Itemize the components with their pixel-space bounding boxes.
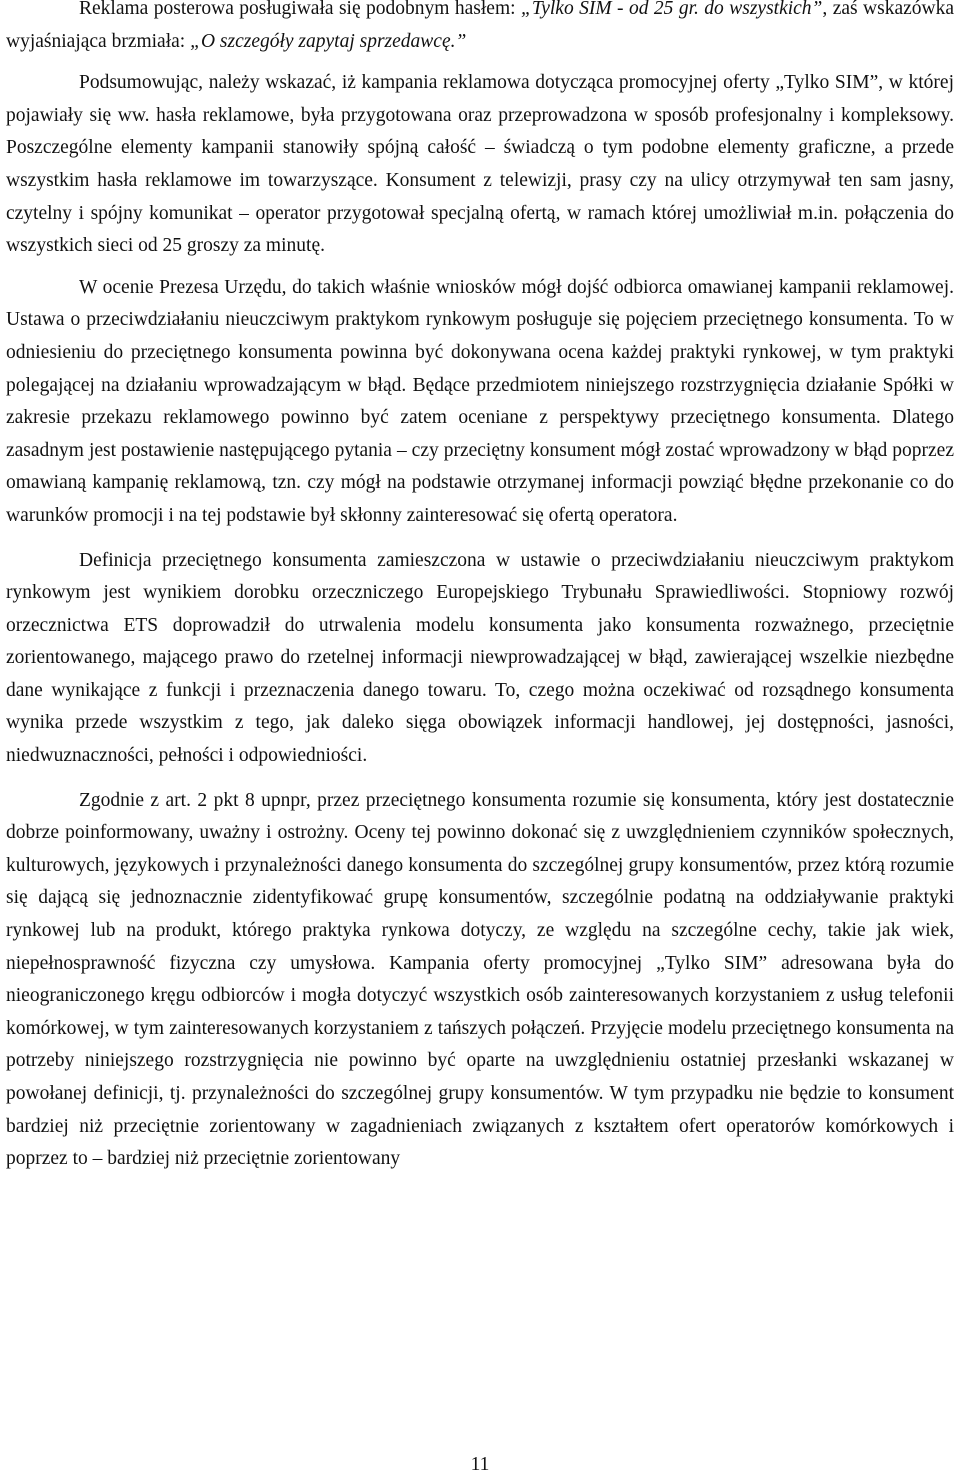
paragraph-3-text: W ocenie Prezesa Urzędu, do takich właśnie wniosków mógł dojść odbiorca omawianej kampanii reklamowej. Ustawa o przeciwdziałaniu nieuczciwym praktykom rynkowym posługuje się pojęciem przeciętnego konsumenta. To w odniesieniu do przeciętnego konsumenta powinna być dokonywana ocena każdej praktyki rynkowej, w tym praktyki polegającej na działaniu wprowadzającym w błąd. Będące przedmiotem niniejszego rozstrzygnięcia działanie Spółki w zakresie przekazu reklamowego powinno być zatem oceniane z perspektywy przeciętnego konsumenta. Dlatego zasadnym jest postawienie następującego pytania – czy przeciętny konsument mógł zostać wprowadzony w błąd poprzez omawianą kampanię reklamową, tzn. czy mógł na podstawie otrzymanej informacji powziąć błędne przekonanie co do warunków promocji i na tej podstawie był skłonny zainteresować się ofertą operatora. <box>6 276 954 526</box>
slogan-hint: „O szczegóły zapytaj sprzedawcę.” <box>190 30 467 52</box>
paragraph-art-2 <box>6 785 954 1176</box>
slogan-poster: „Tylko SIM - od 25 gr. do wszystkich” <box>520 0 823 19</box>
paragraph-2-text: Podsumowując, należy wskazać, iż kampania reklamowa dotycząca promocyjnej oferty „Tylko SIM”, w której pojawiały się ww. hasła reklamowe, była przygotowana oraz przeprowadzona w sposób profesjonalny i kompleksowy. Poszczególne elementy kampanii stanowiły spójną całość – świadczą o tym podobne elementy graficzne, a przede wszystkim hasła reklamowe im towarzyszące. Konsument z telewizji, prasy czy na ulicy otrzymywał ten sam jasny, czytelny i spójny komunikat – operator przygotował specjalną ofertą, w ramach której umożliwiał m.in. połączenia do wszystkich sieci od 25 groszy za minutę. <box>6 72 954 257</box>
paragraph-definition <box>6 545 954 773</box>
paragraph-5-text: Zgodnie z art. 2 pkt 8 upnpr, przez przeciętnego konsumenta rozumie się konsumenta, który jest dostatecznie dobrze poinformowany, uważny i ostrożny. Oceny tej powinno dokonać się z uwzględnieniem czynników społecznych, kulturowych, językowych i przynależności danego konsumenta do szczególnej grupy konsumentów, przez którą rozumie się dającą się jednoznacznie zidentyfikować grupę konsumentów, szczególnie podatną na oddziaływanie praktyki rynkowej lub na produkt, którego praktyka rynkowa dotyczy, ze względu na szczególne cechy, takie jak wiek, niepełnosprawność fizyczna czy umysłowa. Kampania oferty promocyjnej „Tylko SIM” adresowana była do nieograniczonego kręgu odbiorców i mogła dotyczyć wszystkich osób zainteresowanych korzystaniem z usług telefonii komórkowej, w tym zainteresowanych korzystaniem z tańszych połączeń. Przyjęcie modelu przeciętnego konsumenta na potrzeby niniejszego rozstrzygnięcia nie powinno być oparte na uwzględnieniu ostatniej przesłanki wskazanej w powołanej definicji, tj. przynależności do szczególnej grupy konsumentów. W tym przypadku nie będzie to konsument bardziej niż przeciętnie zorientowany w zagadnieniach związanych z kształtem ofert operatorów komórkowych i poprzez to – bardziej niż przeciętnie zorientowany <box>6 789 954 1170</box>
paragraph-president-opinion <box>6 272 954 533</box>
paragraph-1-text-2: , zaś wskazówka wyjaśniająca brzmiała: <box>6 0 955 52</box>
page-number: 11 <box>470 1454 490 1475</box>
paragraph-summary <box>6 67 954 263</box>
paragraph-4-text: Definicja przeciętnego konsumenta zamieszczona w ustawie o przeciwdziałaniu nieuczciwym praktykom rynkowym jest wynikiem dorobku orzeczniczego Europejskiego Trybunału Sprawiedliwości. Stopniowy rozwój orzecznictwa ETS doprowadził do utrwalenia modelu konsumenta jako konsumenta rozważnego, przeciętnie zorientowanego, mającego prawo do rzetelnej informacji niewprowadzającej w błąd, zawierającej wszelkie niezbędne dane wynikające z funkcji i przeznaczenia danego towaru. To, czego można oczekiwać od rozsądnego konsumenta wynika przede wszystkim z tego, jak daleko sięga obowiązek informacji handlowej, jej dostępności, jasności, niedwuznaczności, pełności i odpowiedniości. <box>6 549 954 767</box>
paragraph-1-text-1: Reklama posterowa posługiwała się podobnym hasłem: <box>79 0 521 19</box>
paragraph-slogans <box>6 0 954 58</box>
